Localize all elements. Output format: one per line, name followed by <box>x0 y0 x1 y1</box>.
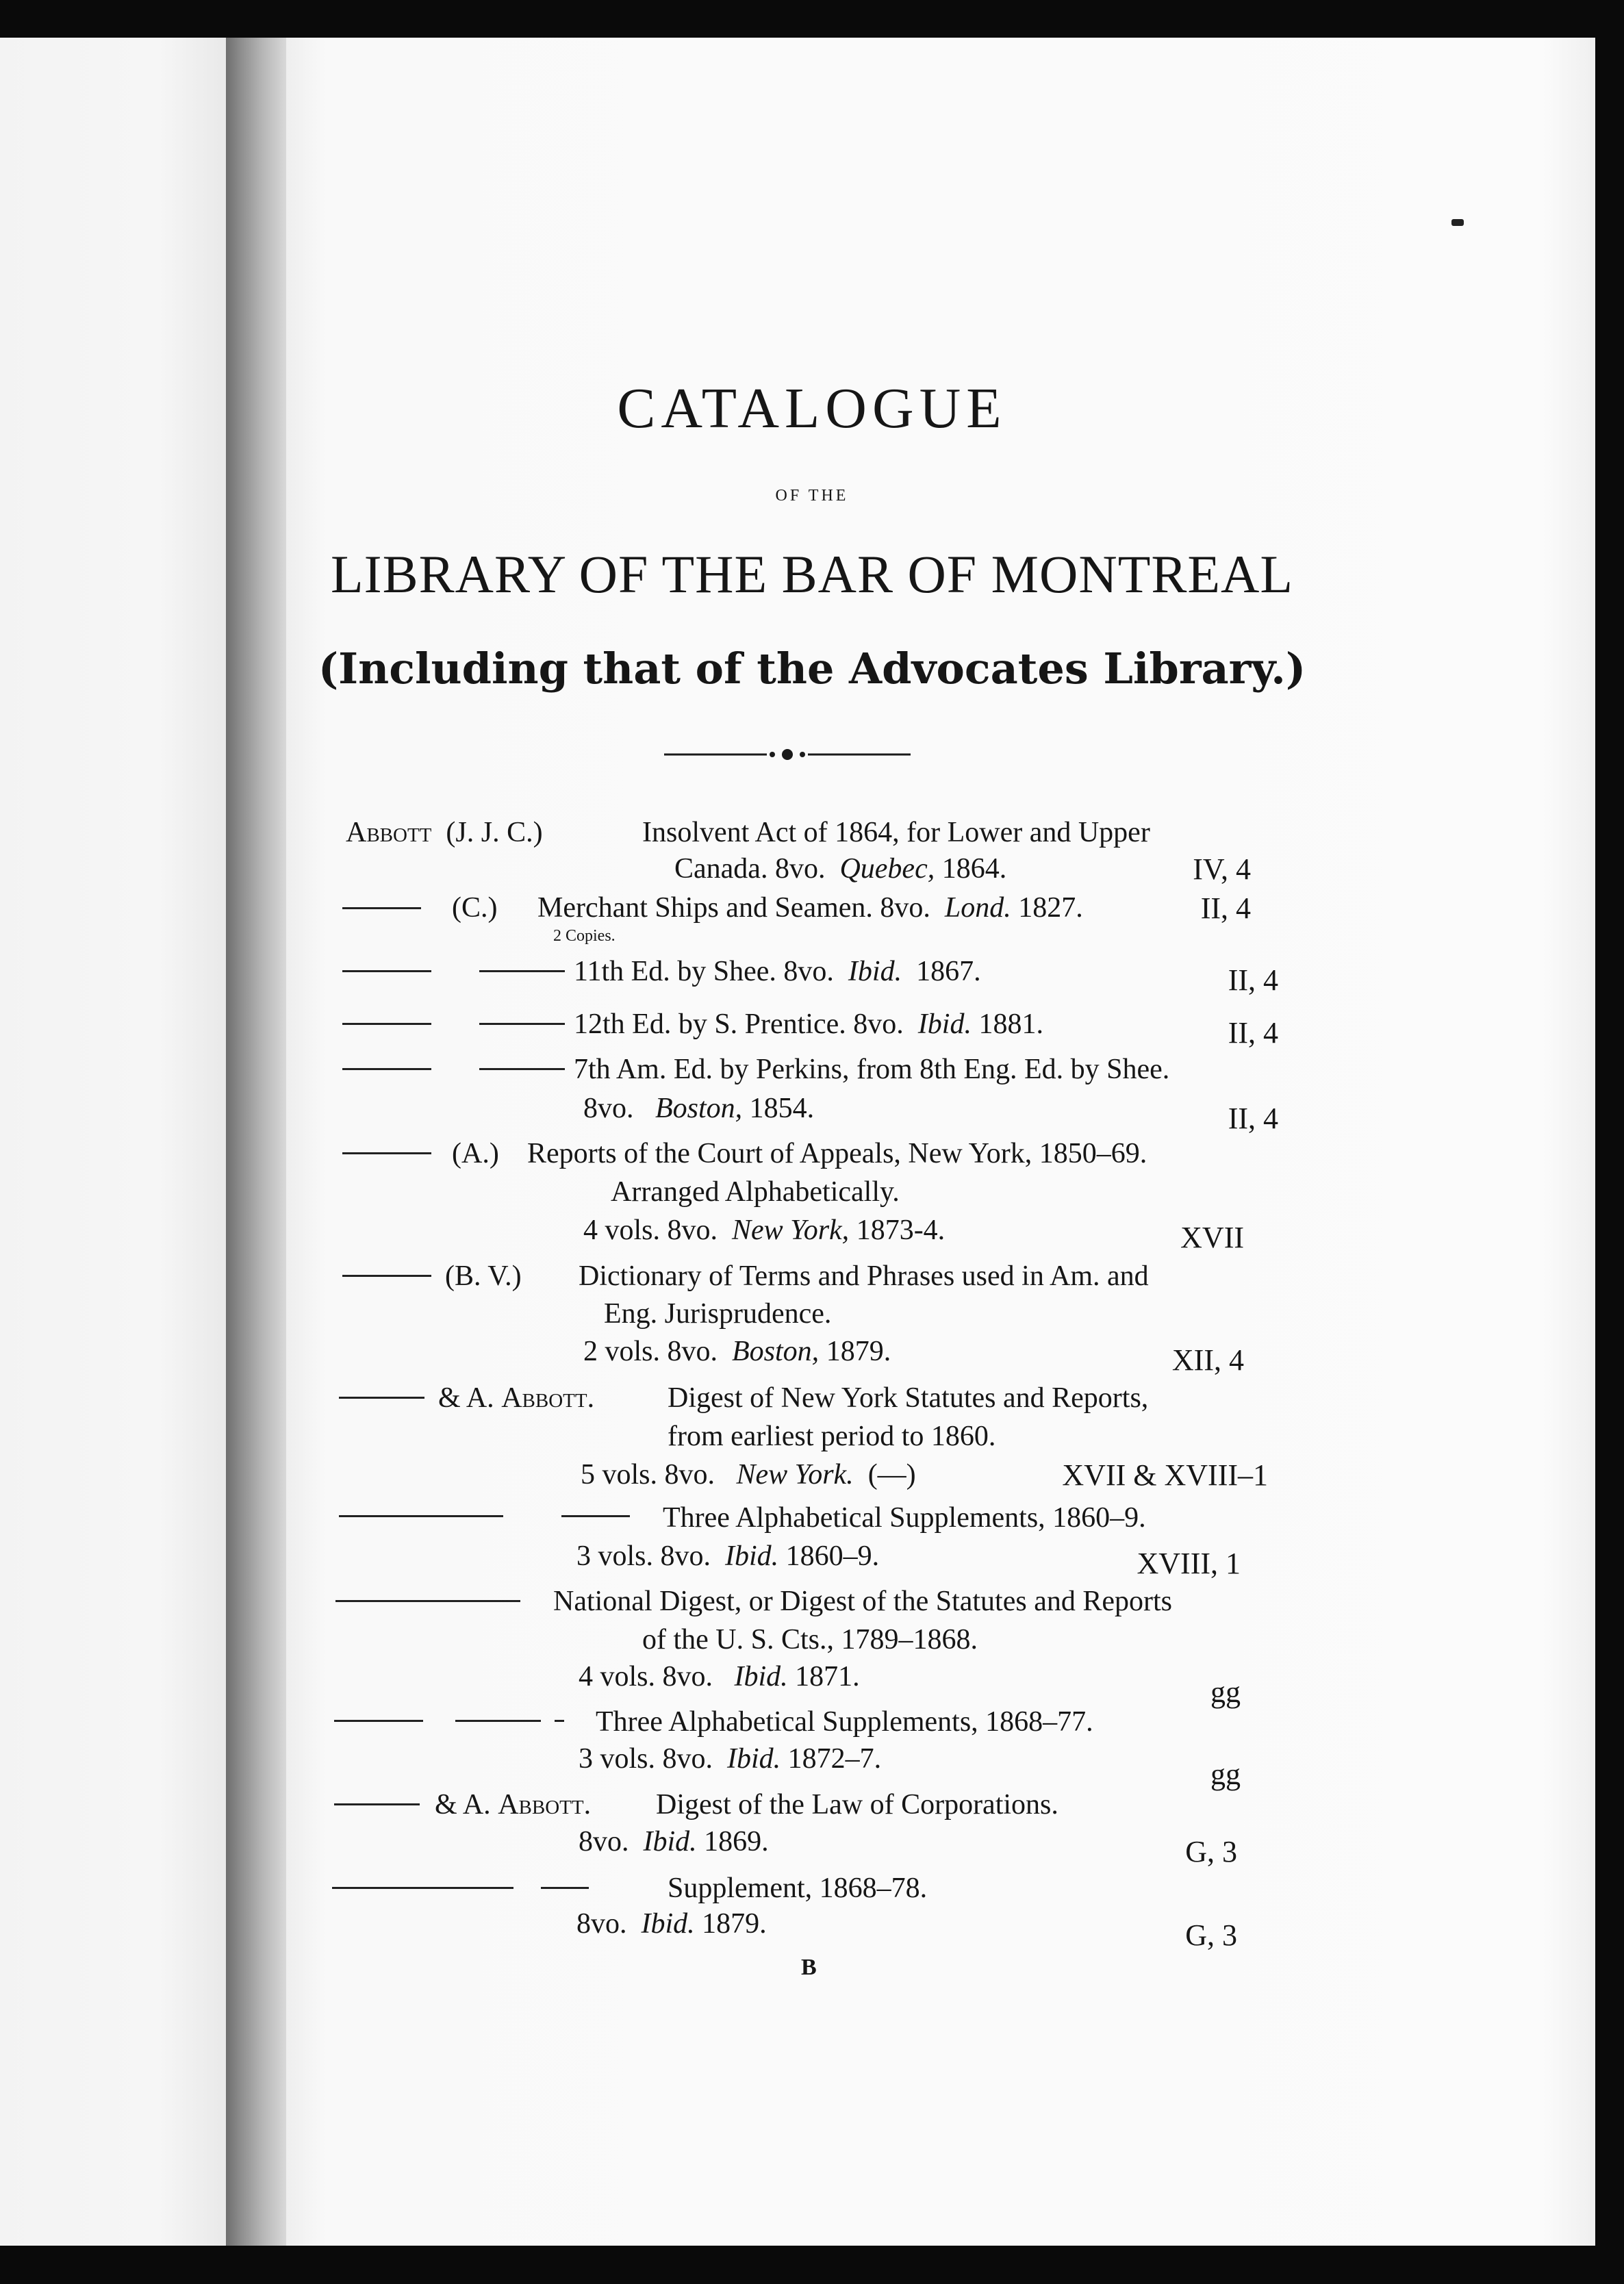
entry-author: (B. V.) <box>445 1260 522 1292</box>
entry-subtitle: of the U. S. Cts., 1789–1868. <box>642 1624 978 1655</box>
scan-frame-bottom <box>0 2246 1624 2284</box>
ditto-dash <box>334 1803 420 1805</box>
entry-subtitle: Eng. Jurisprudence. <box>604 1298 832 1330</box>
scan-frame-top <box>0 0 1624 38</box>
library-title: LIBRARY OF THE BAR OF MONTREAL <box>331 544 1293 604</box>
entry-title: National Digest, or Digest of the Statutes and Reports <box>553 1586 1173 1617</box>
title-connector: OF THE <box>775 487 849 505</box>
entry-title: Three Alphabetical Supplements, 1860–9. <box>663 1502 1146 1534</box>
ditto-dash <box>479 970 565 972</box>
ditto-dash <box>335 1600 520 1602</box>
entry-subtitle: Arranged Alphabetically. <box>611 1176 900 1208</box>
shelf-mark: XVIII, 1 <box>1137 1547 1241 1580</box>
ditto-dash <box>339 1515 503 1517</box>
entry-title: 11th Ed. by Shee. 8vo. Ibid. 1867. <box>574 956 981 987</box>
entry-imprint: 4 vols. 8vo. Ibid. 1871. <box>579 1661 860 1692</box>
entry-author: Abbott (J. J. C.) <box>346 817 543 848</box>
scan-frame-right <box>1595 38 1624 2246</box>
shelf-mark: II, 4 <box>1228 1016 1278 1050</box>
ditto-dash <box>339 1397 424 1399</box>
ditto-dash <box>342 1152 431 1154</box>
ditto-dash <box>342 970 431 972</box>
ditto-dash <box>479 1068 565 1070</box>
entry-author: & A. Abbott. <box>438 1382 595 1414</box>
shelf-mark: G, 3 <box>1185 1835 1237 1868</box>
entry-title: Digest of the Law of Corporations. <box>656 1789 1058 1820</box>
entry-title: Digest of New York Statutes and Reports, <box>668 1382 1149 1414</box>
ditto-dash <box>332 1887 513 1889</box>
copies-note: 2 Copies. <box>553 927 616 945</box>
ditto-dash <box>342 907 421 909</box>
shelf-mark: II, 4 <box>1228 1102 1278 1135</box>
scan-speck <box>1451 219 1464 226</box>
shelf-mark: XII, 4 <box>1171 1343 1244 1377</box>
page-title: CATALOGUE <box>617 377 1007 440</box>
entry-imprint: 4 vols. 8vo. New York, 1873-4. <box>583 1215 946 1246</box>
ditto-dash <box>561 1515 630 1517</box>
entry-imprint: 3 vols. 8vo. Ibid. 1860–9. <box>576 1540 880 1572</box>
ditto-dash <box>479 1023 565 1025</box>
entry-title: Insolvent Act of 1864, for Lower and Upper <box>642 817 1150 848</box>
ditto-dash <box>334 1720 423 1722</box>
ditto-dash <box>541 1887 589 1889</box>
signature-mark: B <box>801 1955 817 1980</box>
entry-title: Supplement, 1868–78. <box>668 1873 928 1904</box>
shelf-mark: II, 4 <box>1228 963 1278 997</box>
entry-author: & A. Abbott. <box>435 1789 592 1820</box>
entry-subtitle: from earliest period to 1860. <box>668 1421 996 1452</box>
entry-imprint: 8vo. Ibid. 1869. <box>579 1826 769 1857</box>
ditto-dash <box>555 1720 564 1722</box>
book-gutter <box>226 38 286 2246</box>
entry-author: (C.) <box>452 892 498 924</box>
subtitle: (Including that of the Advocates Library.) <box>318 644 1306 694</box>
entry-imprint: 2 vols. 8vo. Boston, 1879. <box>583 1336 891 1367</box>
entry-title: Three Alphabetical Supplements, 1868–77. <box>596 1706 1093 1738</box>
ditto-dash <box>342 1068 431 1070</box>
entry-title: Merchant Ships and Seamen. 8vo. Lond. 1827. <box>537 892 1083 924</box>
shelf-mark: gg <box>1210 1758 1241 1791</box>
entry-imprint: 5 vols. 8vo. New York. (—) <box>581 1459 916 1490</box>
entry-imprint: 8vo. Ibid. 1879. <box>576 1908 767 1940</box>
entry-imprint: 3 vols. 8vo. Ibid. 1872–7. <box>579 1743 882 1775</box>
entry-title: Dictionary of Terms and Phrases used in Am. and <box>579 1260 1149 1292</box>
shelf-mark: IV, 4 <box>1193 852 1251 886</box>
shelf-mark: G, 3 <box>1185 1918 1237 1952</box>
entry-title: 7th Am. Ed. by Perkins, from 8th Eng. Ed. by Shee. <box>574 1054 1170 1085</box>
entry-title: 12th Ed. by S. Prentice. 8vo. Ibid. 1881. <box>574 1008 1043 1040</box>
ornament-divider <box>664 746 911 763</box>
shelf-mark: gg <box>1210 1675 1241 1709</box>
entry-imprint: 8vo. Boston, 1854. <box>583 1093 815 1124</box>
ditto-dash <box>342 1023 431 1025</box>
entry-imprint: Canada. 8vo. Quebec, 1864. <box>674 853 1007 885</box>
ditto-dash <box>455 1720 541 1722</box>
shelf-mark: XVII <box>1180 1221 1244 1254</box>
facing-page-edge <box>0 38 226 2246</box>
shelf-mark: II, 4 <box>1200 891 1251 925</box>
entry-title: Reports of the Court of Appeals, New York, 1850–69. <box>527 1138 1147 1169</box>
ditto-dash <box>342 1275 431 1277</box>
shelf-mark: XVII & XVIII–1 <box>1062 1458 1268 1492</box>
entry-author: (A.) <box>452 1138 499 1169</box>
